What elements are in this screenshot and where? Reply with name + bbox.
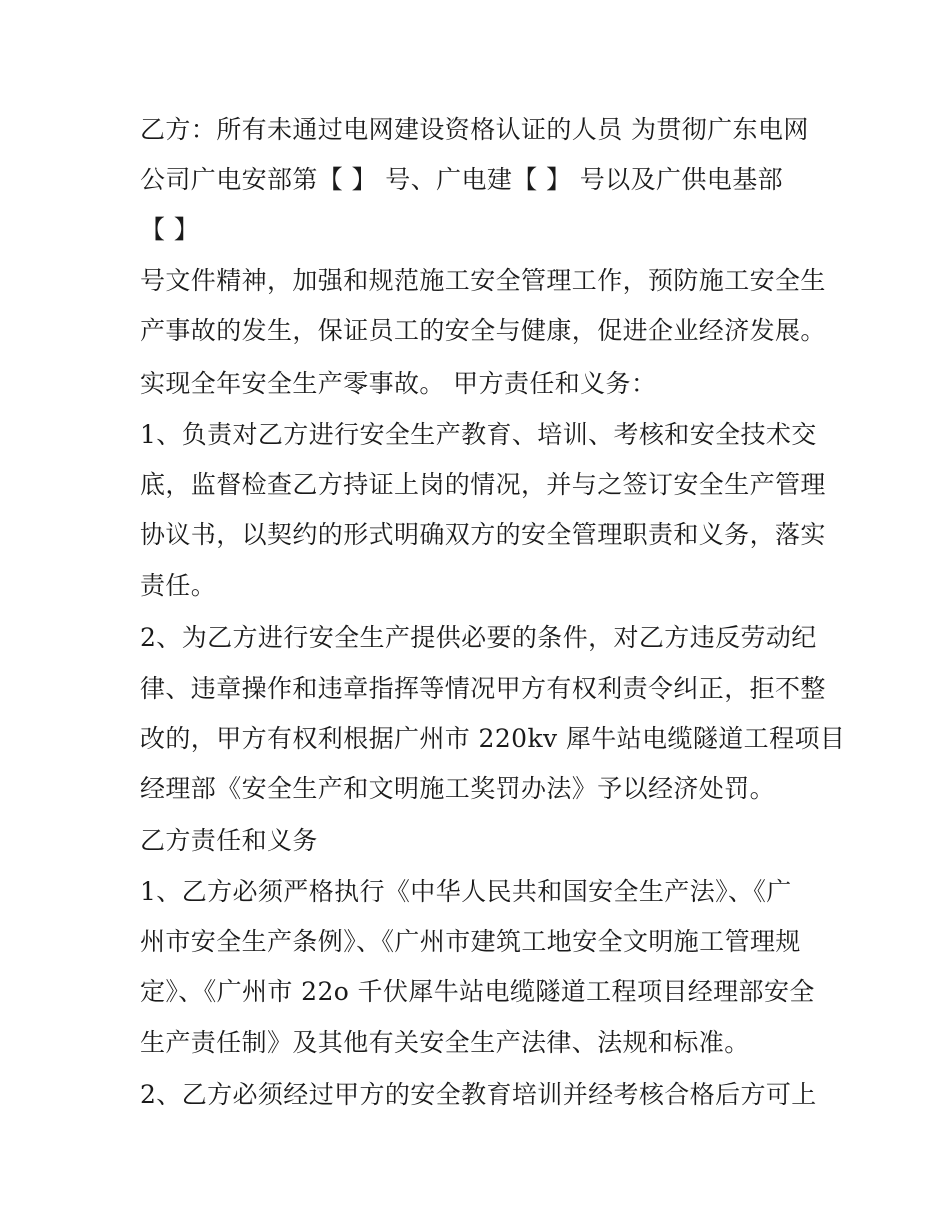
text-line: 底，监督检查乙方持证上岗的情况，并与之签订安全生产管理 bbox=[140, 470, 826, 499]
text-line: 【 】 bbox=[140, 215, 200, 244]
text-line: 实现全年安全生产零事故。 甲方责任和义务： bbox=[140, 369, 657, 398]
text-line: 责任。 bbox=[140, 571, 217, 600]
text-line: 生产责任制》及其他有关安全生产法律、法规和标准。 bbox=[140, 1028, 750, 1057]
text-line: 州市安全生产条例》、《广州市建筑工地安全文明施工管理规 bbox=[140, 927, 801, 956]
text-line: 协议书，以契约的形式明确双方的安全管理职责和义务，落实 bbox=[140, 520, 826, 549]
text-line: 乙方：所有未通过电网建设资格认证的人员 为贯彻广东电网 bbox=[140, 115, 809, 144]
text-line: 乙方责任和义务 bbox=[140, 826, 318, 855]
text-line: 改的，甲方有权利根据广州市 220kv 犀牛站电缆隧道工程项目 bbox=[140, 724, 846, 753]
text-line: 定》、《广州市 22o 千伏犀牛站电缆隧道工程项目经理部安全 bbox=[140, 977, 815, 1006]
text-line: 经理部《安全生产和文明施工奖罚办法》予以经济处罚。 bbox=[140, 774, 776, 803]
text-line: 2、乙方必须经过甲方的安全教育培训并经考核合格后方可上 bbox=[140, 1080, 817, 1109]
text-line: 1、负责对乙方进行安全生产教育、培训、考核和安全技术交 bbox=[140, 420, 817, 449]
text-line: 号文件精神，加强和规范施工安全管理工作，预防施工安全生 bbox=[140, 266, 826, 295]
text-line: 产事故的发生，保证员工的安全与健康，促进企业经济发展。 bbox=[140, 316, 826, 345]
text-line: 1、乙方必须严格执行《中华人民共和国安全生产法》、《广 bbox=[140, 877, 792, 906]
text-line: 律、违章操作和违章指挥等情况甲方有权利责令纠正，拒不整 bbox=[140, 674, 826, 703]
text-line: 2、为乙方进行安全生产提供必要的条件，对乙方违反劳动纪 bbox=[140, 623, 817, 652]
text-line: 公司广电安部第【 】 号、广电建【 】 号以及广供电基部 bbox=[140, 165, 783, 194]
